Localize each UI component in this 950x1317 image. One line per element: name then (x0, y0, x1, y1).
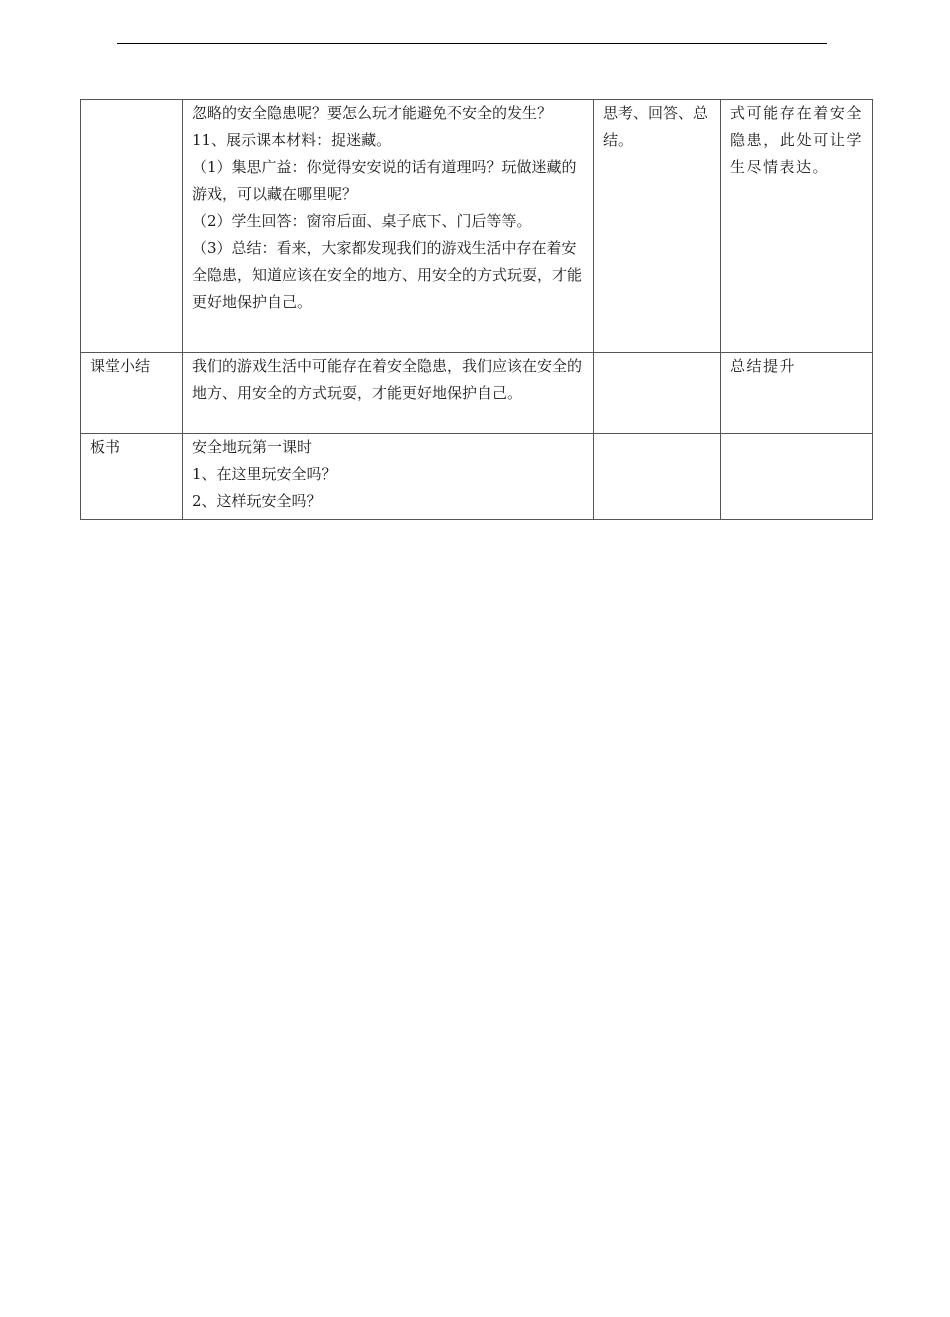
content-paragraph: 11、展示课本材料：捉迷藏。 (192, 131, 392, 149)
stage-cell: 板书 (81, 434, 183, 520)
header-rule (117, 43, 827, 44)
stage-cell: 课堂小结 (81, 353, 183, 434)
student-activity-cell: 思考、回答、总结。 (594, 100, 721, 353)
content-cell (183, 353, 594, 434)
board-item: 1、在这里玩安全吗？ (192, 465, 337, 483)
board-item: 2、这样玩安全吗？ (192, 492, 322, 510)
table-row (81, 353, 873, 434)
design-purpose-cell: 式可能存在着安全隐患，此处可让学生尽情表达。 (721, 100, 873, 353)
content-cell (183, 434, 594, 520)
student-activity-cell (594, 434, 721, 520)
stage-cell (81, 100, 183, 353)
design-purpose-cell (721, 434, 873, 520)
table-row (81, 434, 873, 520)
content-paragraph: （1）集思广益：你觉得安安说的话有道理吗？玩做迷藏的游戏，可以藏在哪里呢？ (192, 158, 577, 203)
board-title: 安全地玩第一课时 (192, 438, 313, 456)
content-cell (183, 100, 594, 353)
content-paragraph: （3）总结：看来，大家都发现我们的游戏生活中存在着安全隐患，知道应该在安全的地方、用安全的方式玩耍，才能更好地保护自己。 (192, 239, 583, 311)
content-paragraph: 忽略的安全隐患呢？要怎么玩才能避免不安全的发生？ (192, 104, 553, 122)
student-activity-cell (594, 353, 721, 434)
content-paragraph: （2）学生回答：窗帘后面、桌子底下、门后等等。 (192, 212, 532, 230)
design-purpose-cell: 总结提升 (721, 353, 873, 434)
table-row (81, 100, 873, 353)
lesson-plan-table (80, 99, 873, 520)
content-paragraph: 我们的游戏生活中可能存在着安全隐患，我们应该在安全的地方、用安全的方式玩耍，才能更好地保护自己。 (192, 357, 583, 402)
